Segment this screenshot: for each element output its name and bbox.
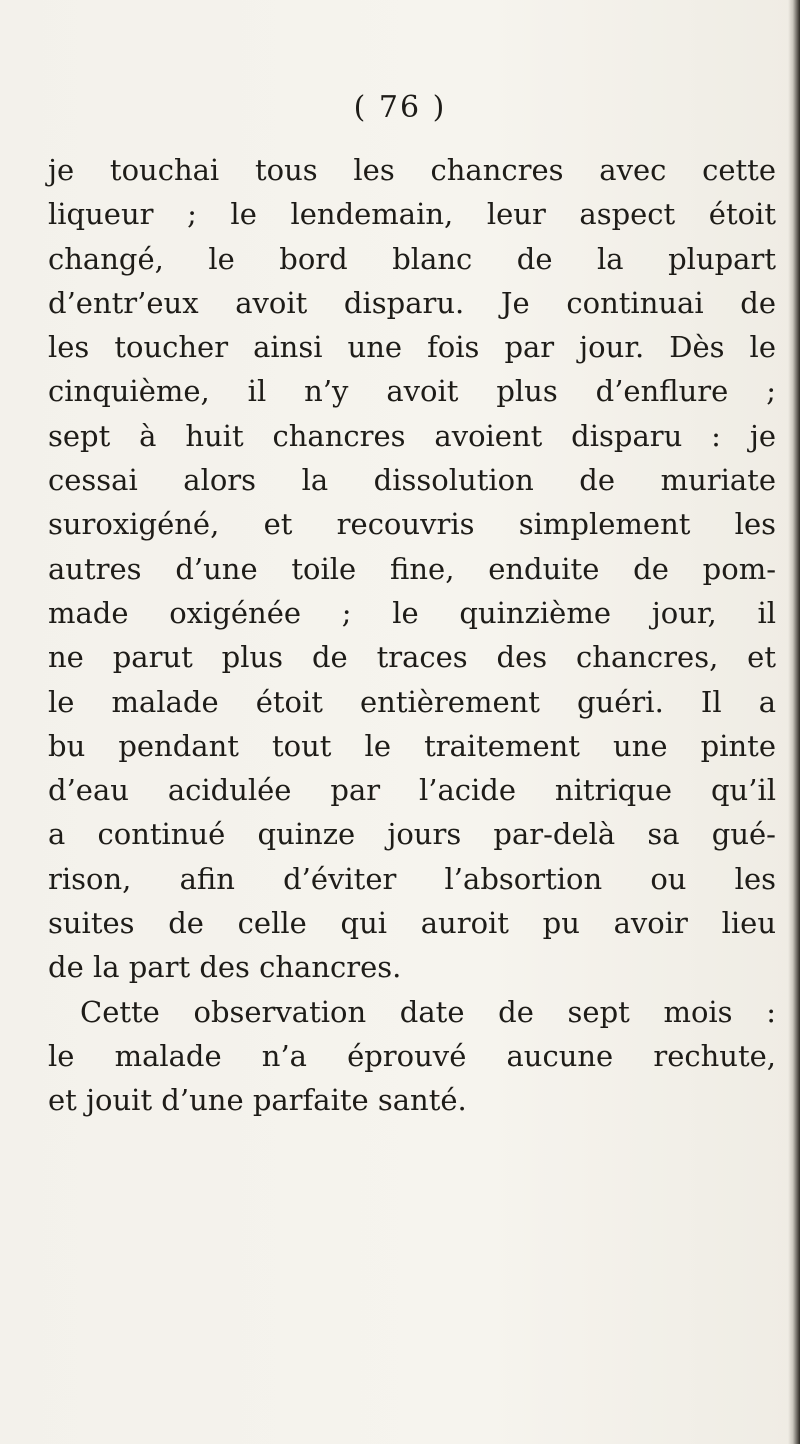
- text-line: les toucher ainsi une fois par jour. Dès le: [48, 330, 776, 365]
- text-line: made oxigénée ; le quinzième jour, il: [48, 595, 776, 630]
- text-line: je touchai tous les chancres avec cette: [48, 153, 776, 187]
- text-line: suroxigéné, et recouvris simplement les: [48, 507, 776, 542]
- text-line: suites de celle qui auroit pu avoir lieu: [48, 906, 776, 941]
- text-line: autres d’une toile fine, enduite de pom-: [48, 551, 776, 586]
- text-line: le malade étoit entièrement guéri. Il a: [48, 684, 776, 719]
- text-line: sept à huit chancres avoient disparu : je: [48, 418, 776, 453]
- text-line: a continué quinze jours par-delà sa gué-: [48, 817, 776, 852]
- page-edge-shadow: [788, 0, 800, 1444]
- text-line: rison, afin d’éviter l’absortion ou les: [48, 861, 776, 896]
- text-line: Cette observation date de sept mois :: [80, 994, 776, 1029]
- text-line: cessai alors la dissolution de muriate: [48, 463, 776, 498]
- text-line: liqueur ; le lendemain, leur aspect étoit: [48, 197, 776, 232]
- text-line: d’entr’eux avoit disparu. Je continuai de: [48, 285, 776, 320]
- text-line: de la part des chancres.: [48, 950, 402, 985]
- text-line: le malade n’a éprouvé aucune rechute,: [48, 1038, 776, 1073]
- page-number: ( 76 ): [353, 90, 447, 125]
- text-line: bu pendant tout le traitement une pinte: [48, 728, 776, 763]
- text-line: ne parut plus de traces des chancres, et: [48, 640, 776, 675]
- text-line: et jouit d’une parfaite santé.: [48, 1083, 467, 1118]
- text-line: cinquième, il n’y avoit plus d’enflure ;: [48, 374, 776, 409]
- text-line: d’eau acidulée par l’acide nitrique qu’il: [48, 773, 776, 808]
- body-text: [48, 148, 776, 1123]
- text-line: changé, le bord blanc de la plupart: [48, 241, 776, 276]
